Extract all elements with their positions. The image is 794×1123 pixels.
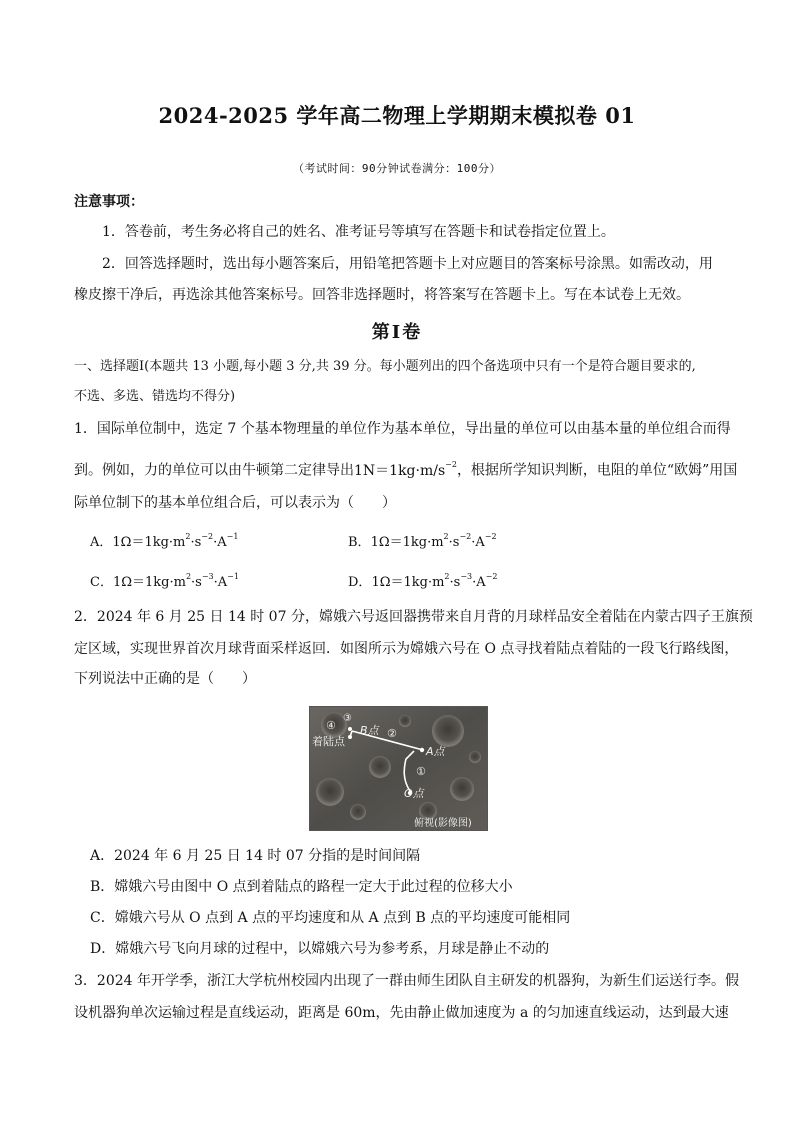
point-b-marker [348,727,352,731]
q1-option-a-mid-2: ·A [213,535,227,550]
q1-option-b-exp-2: −2 [459,531,472,541]
q1-newton-formula [354,460,457,479]
q1-option-b-label: B． [348,535,371,550]
crater-shape [450,777,474,801]
q1-option-c-exp-1: 2 [185,571,192,581]
q1-option-c-exp-2: −3 [201,571,214,581]
q1-option-b-exp-1: 2 [443,531,449,541]
q1-formula-base: 1N＝1kg·m/s [354,462,446,479]
q3-stem-line-2: 设机器狗单次运输过程是直线运动，距离是 60m，先由静止做加速度为 a 的匀加速直线运动，达到最大速 [74,1005,729,1021]
section-title: 第Ⅰ卷 [371,322,423,343]
q1-option-d-base: 1Ω＝1kg·m [371,575,445,590]
q1-option-b-mid-2: ·A [471,535,485,550]
label-point-a: A点 [426,745,445,758]
q1-option-c [90,571,239,590]
exam-title: 2024-2025 学年高二物理上学期期末模拟卷 01 [158,103,636,128]
point-a-marker [420,748,424,752]
lunar-flight-path-figure [309,706,488,831]
q1-option-c-mid-2: ·A [213,575,228,590]
q2-option-a: A．2024 年 6 月 25 日 14 时 07 分指的是时间间隔 [90,848,421,864]
label-segment-3: ③ [343,713,352,724]
q1-option-d-exp-2: −3 [460,571,473,581]
exam-subtitle: （考试时间：90分钟试卷满分：100分） [292,162,502,175]
q1-option-d-exp-1: 2 [444,571,450,581]
q1-option-a-exp-3: −1 [226,531,239,541]
q1-option-a-base: 1Ω＝1kg·m [112,535,186,550]
q1-option-a-mid-1: ·s [190,535,202,550]
q1-option-a-exp-1: 2 [185,531,191,541]
q1-option-a [90,531,238,550]
q1-option-d-mid-1: ·s [449,575,461,590]
q2-stem-line-2: 定区域，实现世界首次月球背面采样返回．如图所示为嫦娥六号在 O 点寻找着陆点着陆的一段飞行路线图， [74,641,739,657]
crater-shape [316,778,344,806]
q1-option-d-exp-3: −2 [485,571,498,581]
label-segment-1: ① [416,765,426,778]
q1-stem-text-a: 到。例如，力的单位可以由牛顿第二定律导出 [74,462,354,479]
q1-stem-line-3: 际单位制下的基本单位组合后，可以表示为（ ） [74,495,396,511]
q1-option-c-label: C． [90,575,113,590]
q1-option-c-mid-1: ·s [191,575,202,590]
part1-instructions-line-1: 一、选择题Ⅰ(本题共 13 小题,每小题 3 分,共 39 分。每小题列出的四个备选项中只有一个是符合题目要求的, [74,359,696,374]
crater-shape [399,715,411,727]
label-segment-4: ④ [326,719,336,732]
q1-option-b-mid-1: ·s [448,535,460,550]
q2-stem-line-3: 下列说法中正确的是（ ） [74,671,256,687]
q1-stem-line-1: 1．国际单位制中，选定 7 个基本物理量的单位作为基本单位，导出量的单位可以由基本量的单位组合而得 [74,421,731,437]
notice-item-1: 1．答卷前，考生务必将自己的姓名、准考证号等填写在答题卡和试卷指定位置上。 [102,224,615,240]
q1-option-b-base: 1Ω＝1kg·m [370,535,444,550]
q2-option-c: C．嫦娥六号从 O 点到 A 点的平均速度和从 A 点到 B 点的平均速度可能相同 [90,910,571,926]
part1-instructions-line-2: 不选、多选、错选均不得分) [74,389,236,404]
notice-item-2-line-1: 2．回答选择题时，选出每小题答案后，用铅笔把答题卡上对应题目的答案标号涂黑。如需改动，用 [102,256,713,272]
q1-option-b [348,531,497,550]
q3-stem-line-1: 3．2024 年开学季，浙江大学杭州校园内出现了一群由师生团队自主研发的机器狗，为新生们运送行李。假 [74,973,739,989]
crater-shape [369,756,391,778]
q1-stem-text-b: ，根据所学知识判断，电阻的单位“欧姆”用国 [456,462,738,479]
notice-heading: 注意事项： [74,194,144,210]
notice-item-2-line-2: 橡皮擦干净后，再选涂其他答案标号。回答非选择题时，将答案写在答题卡上。写在本试卷上无效。 [74,287,690,303]
q1-option-d [348,571,497,590]
label-segment-2: ② [387,727,397,740]
label-point-o: O点 [404,787,424,800]
q2-option-d: D．嫦娥六号飞向月球的过程中，以嫦娥六号为参考系，月球是静止不动的 [90,941,550,957]
landing-point-marker [348,735,352,739]
q1-option-a-label: A． [90,535,113,550]
q1-formula-exponent: −2 [445,460,457,469]
q1-option-d-mid-2: ·A [472,575,486,590]
q2-option-b: B．嫦娥六号由图中 O 点到着陆点的路程一定大于此过程的位移大小 [90,879,513,895]
label-point-b: B点 [360,724,379,737]
q1-stem-line-2 [74,457,737,481]
q2-stem-line-1: 2．2024 年 6 月 25 日 14 时 07 分，嫦娥六号返回器携带来自月背的月球样品安全着陆在内蒙古四子王旗预 [74,609,753,625]
crater-shape [350,804,366,820]
crater-shape [469,751,481,763]
q1-option-d-label: D． [348,575,372,590]
q1-option-c-exp-3: −1 [227,571,239,581]
q1-option-a-exp-2: −2 [201,531,214,541]
q1-option-b-exp-3: −2 [484,531,497,541]
label-landing-point: 着陆点 [312,735,345,748]
q1-option-c-base: 1Ω＝1kg·m [112,575,186,590]
lunar-surface-image [310,707,487,830]
crater-shape [432,715,464,747]
label-image-caption: 俯视(影像图) [414,818,472,829]
